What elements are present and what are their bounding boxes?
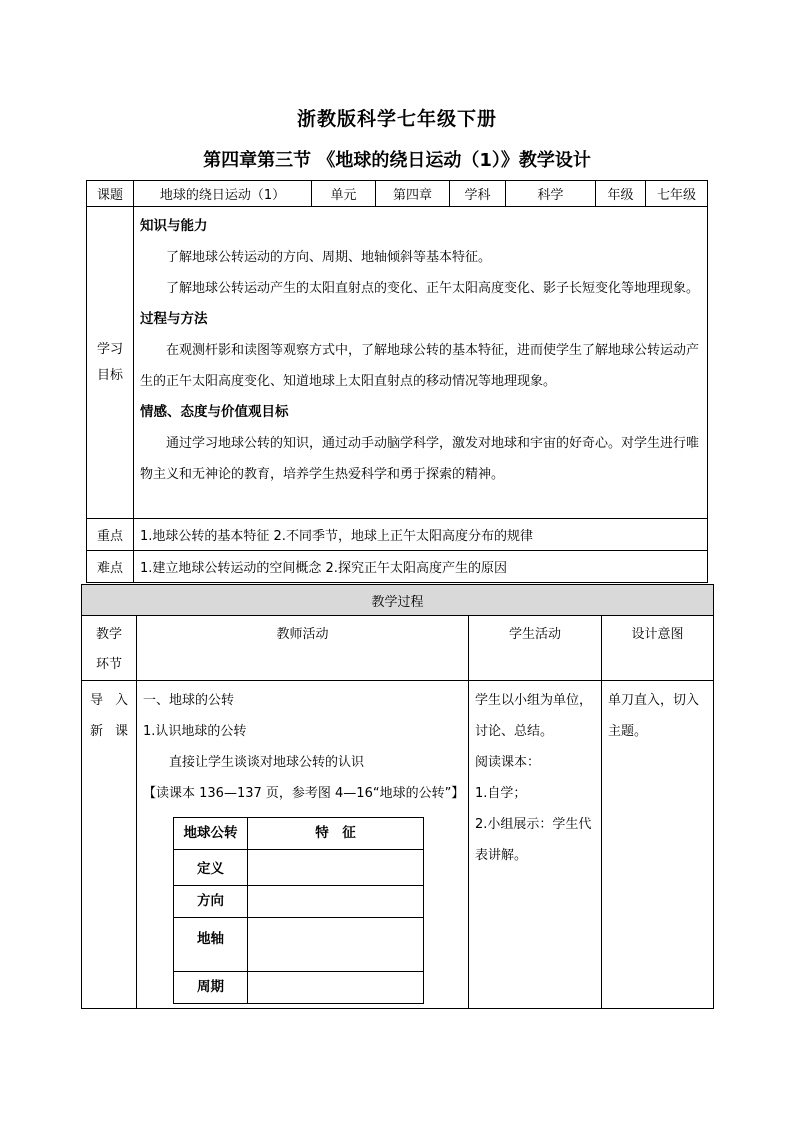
unit-label: 单元 [312, 181, 376, 207]
grade-label: 年级 [596, 181, 646, 207]
student-activity-cell [469, 681, 602, 1009]
objective-paragraph: 了解地球公转运动产生的太阳直射点的变化、正午太阳高度变化、影子长短变化等地理现象。 [166, 281, 700, 296]
objective-heading-attitude: 情感、态度与价值观目标 [140, 404, 289, 420]
column-stage-line2: 环节 [95, 657, 122, 672]
process-heading: 教学过程 [82, 585, 714, 616]
student-line: 阅读课本： [475, 755, 541, 770]
subject-value: 科学 [506, 181, 596, 207]
unit-value: 第四章 [376, 181, 450, 207]
difficulty-label: 难点 [87, 551, 134, 583]
inner-cell-empty [248, 972, 424, 1004]
inner-row-direction: 方向 [174, 886, 248, 918]
objective-heading-process: 过程与方法 [140, 311, 208, 327]
subject-label: 学科 [450, 181, 506, 207]
teaching-process-table [81, 584, 714, 1009]
inner-cell-empty [248, 850, 424, 886]
objectives-label-line2: 目标 [96, 367, 123, 383]
teacher-line: 【读课本 136—137 页，参考图 4—16“地球的公转”】 [143, 786, 465, 801]
column-intent-header: 设计意图 [602, 616, 714, 681]
topic-value: 地球的绕日运动（1） [134, 181, 312, 207]
key-points-value: 1.地球公转的基本特征 2.不同季节，地球上正午太阳高度分布的规律 [134, 519, 708, 551]
key-points-label: 重点 [87, 519, 134, 551]
column-stage-line1: 教学 [95, 627, 122, 642]
student-line: 学生以小组为单位，讨论、总结。 [475, 693, 593, 739]
objective-heading-knowledge: 知识与能力 [140, 218, 208, 234]
student-line: 2.小组展示：学生代表讲解。 [475, 817, 592, 863]
teacher-line: 1.认识地球的公转 [143, 724, 247, 739]
column-teacher-header: 教师活动 [137, 616, 469, 681]
stage-line1: 导入 [90, 693, 128, 708]
earth-revolution-table [173, 817, 424, 1004]
inner-row-definition: 定义 [174, 850, 248, 886]
objective-paragraph: 了解地球公转运动的方向、周期、地轴倾斜等基本特征。 [166, 250, 492, 265]
document-title: 浙教版科学七年级下册 [296, 108, 497, 130]
column-student-header: 学生活动 [469, 616, 602, 681]
teacher-line: 一、地球的公转 [143, 693, 235, 708]
column-stage-header [82, 616, 137, 681]
inner-row-axis: 地轴 [174, 918, 248, 972]
design-intent-cell: 单刀直入，切入主题。 [602, 681, 714, 1009]
inner-header-revolution: 地球公转 [174, 818, 248, 850]
objective-paragraph: 通过学习地球公转的知识，通过动手动脑学科学，激发对地球和宇宙的好奇心。对学生进行唯物主义和无神论的教育，培养学生热爱科学和勇于探索的精神。 [140, 436, 700, 482]
stage-intro-cell [82, 681, 137, 1009]
objective-paragraph: 在观测杆影和读图等观察方式中，了解地球公转的基本特征，进而使学生了解地球公转运动产生的正午太阳高度变化、知道地球上太阳直射点的移动情况等地理现象。 [140, 343, 700, 389]
topic-label: 课题 [87, 181, 134, 207]
teacher-activity-cell [137, 681, 469, 1009]
document-subtitle: 第四章第三节 《地球的绕日运动（1）》教学设计 [203, 150, 591, 171]
lesson-info-table [86, 180, 708, 583]
inner-cell-empty [248, 918, 424, 972]
student-line: 1.自学； [475, 786, 527, 801]
objectives-label-line1: 学习 [96, 341, 123, 357]
teacher-line: 直接让学生谈谈对地球公转的认识 [169, 755, 365, 770]
inner-row-period: 周期 [174, 972, 248, 1004]
inner-header-feature: 特 征 [248, 818, 424, 850]
grade-value: 七年级 [646, 181, 708, 207]
objectives-content [134, 207, 708, 519]
objectives-label [87, 207, 134, 519]
difficulty-value: 1.建立地球公转运动的空间概念 2.探究正午太阳高度产生的原因 [134, 551, 708, 583]
stage-line2: 新课 [90, 724, 128, 739]
inner-cell-empty [248, 886, 424, 918]
